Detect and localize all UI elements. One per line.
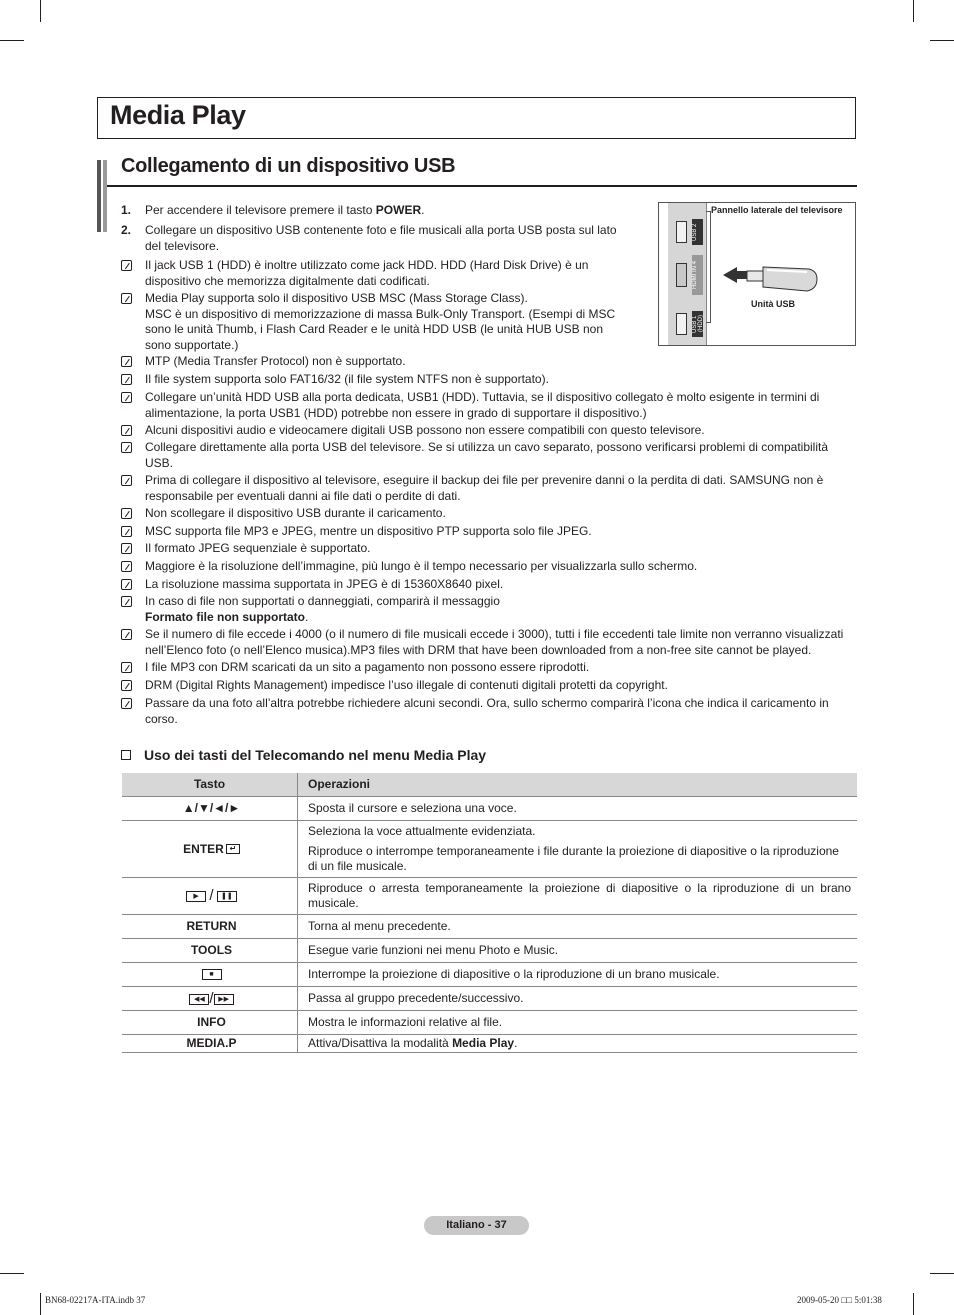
note-item: Non scollegare il dispositivo USB durante il caricamento.	[121, 506, 214, 522]
usb-port-icon	[676, 313, 687, 335]
ops-cell: Sposta il cursore e seleziona una voce.	[298, 797, 858, 821]
note-item: Maggiore è la risoluzione dell’immagine, più lungo è il tempo necessario per visualizzarla sullo schermo.	[121, 559, 222, 575]
ops-cell: Seleziona la voce attualmente evidenziata. Riproduce o interrompe temporaneamente i file durante la proiezione di diapositive o la riproduzione di un file musicale.	[298, 821, 858, 878]
note-item: In caso di file non supportati o danneggiati, comparirà il messaggio Formato file non supportato.	[121, 594, 211, 625]
note-icon	[121, 662, 132, 673]
step-item	[121, 203, 425, 219]
table-row	[122, 878, 857, 915]
key-cell: ENTER ↵	[122, 821, 298, 878]
crop-mark	[40, 0, 41, 22]
key-cell: RETURN	[122, 915, 298, 939]
note-item: Il formato JPEG sequenziale è supportato.	[121, 541, 209, 557]
table-row	[122, 915, 857, 939]
column-header: Tasto	[122, 773, 298, 797]
note-item: Media Play supporta solo il dispositivo USB MSC (Mass Storage Class). MSC è un dispositivo di memorizzazione di massa Bulk-Only Transport. (Esempi di MSC sono le unità Thumb, i Flash Card Reader e le unità HDD USB (le unità HUB USB non sono supportate.)	[121, 291, 232, 353]
pause-icon: ❚❚	[217, 891, 237, 902]
note-icon	[121, 698, 132, 709]
play-icon: ▶	[186, 891, 206, 902]
table-row	[122, 1011, 857, 1035]
section-bar	[103, 160, 107, 232]
stop-icon: ■	[202, 969, 222, 980]
note-icon	[121, 596, 132, 607]
remote-keys-table	[122, 773, 857, 1053]
ops-cell: Riproduce o arresta temporaneamente la proiezione di diapositive o la riproduzione di un brano musicale.	[298, 878, 858, 915]
note-item: DRM (Digital Rights Management) impedisce l’uso illegale di contenuti digitali protetti da copyright.	[121, 678, 219, 694]
usb1-label: USB 1 (HDD)	[692, 311, 703, 337]
rewind-icon: ◀◀	[189, 994, 209, 1005]
note-icon	[121, 392, 132, 403]
device-label: Unità USB	[751, 299, 796, 309]
note-icon	[121, 508, 132, 519]
hdmi-label: HDMI IN 4	[692, 255, 703, 295]
ops-cell: Attiva/Disattiva la modalità Media Play.	[298, 1035, 858, 1053]
page-number-badge: Italiano - 37	[424, 1216, 529, 1235]
bracket	[706, 211, 711, 323]
key-cell: ▶ / ❚❚	[122, 878, 298, 915]
enter-icon: ↵	[226, 844, 240, 854]
crop-mark	[913, 1293, 914, 1315]
step-text: Collegare un dispositivo USB contenente foto e file musicali alla porta USB posta sul lato del televisore.	[145, 223, 617, 253]
ops-cell: Interrompe la proiezione di diapositive o la riproduzione di un brano musicale.	[298, 963, 858, 987]
section-bar	[97, 160, 101, 232]
note-item: Se il numero di file eccede i 4000 (o il numero di file musicali eccede i 3000), tutti i file eccedenti tale limite non verranno visualizzati nell’Elenco foto (o nell’Elenco musica).MP3 files with DRM that have been downloaded from a non-free site cannot be played.	[121, 627, 215, 658]
note-item: Il jack USB 1 (HDD) è inoltre utilizzato come jack HDD. HDD (Hard Disk Drive) è un dispositivo che memorizza digitalmente dati codificati.	[121, 258, 210, 289]
crop-mark	[0, 1273, 24, 1274]
step-number: 2.	[121, 223, 132, 237]
note-icon	[121, 425, 132, 436]
table-row	[122, 797, 857, 821]
crop-mark	[0, 40, 24, 41]
note-icon	[121, 356, 132, 367]
crop-mark	[930, 40, 954, 41]
note-item: La risoluzione massima supportata in JPEG è di 15360X8640 pixel.	[121, 577, 213, 593]
note-icon	[121, 475, 132, 486]
note-icon	[121, 579, 132, 590]
note-icon	[121, 680, 132, 691]
usb-port-icon	[676, 221, 687, 243]
key-cell: TOOLS	[122, 939, 298, 963]
note-icon	[121, 260, 132, 271]
print-timestamp: 2009-05-20 □□ 5:01:38	[797, 1295, 882, 1305]
note-item: Passare da una foto all’altra potrebbe richiedere alcuni secondi. Ora, sullo schermo comparirà l’icona che indica il caricamento in corso.	[121, 696, 210, 727]
note-item: Collegare direttamente alla porta USB del televisore. Se si utilizza un cavo separato, possono verificarsi problemi di compatibilità USB.	[121, 440, 212, 471]
key-cell	[122, 963, 298, 987]
note-item: MSC supporta file MP3 e JPEG, mentre un dispositivo PTP supporta solo file JPEG.	[121, 524, 201, 540]
note-item: MTP (Media Transfer Protocol) non è supportato.	[121, 354, 205, 370]
note-item: I file MP3 con DRM scaricati da un sito a pagamento non possono essere riprodotti.	[121, 660, 205, 676]
checkbox-bullet-icon	[121, 750, 131, 760]
note-item: Prima di collegare il dispositivo al televisore, eseguire il backup dei file per prevenire danni o la perdita di dati. SAMSUNG non è responsabile per eventuali danni ai file dati o perdite di dati.	[121, 473, 213, 504]
note-icon	[121, 629, 132, 640]
table-row	[122, 821, 857, 878]
note-item: Collegare un’unità HDD USB alla porta dedicata, USB1 (HDD). Tuttavia, se il dispositivo collegato è molto esigente in termini di alimentazione, la porta USB1 (HDD) potrebbe non essere in grado di supportare il dispositivo.)	[121, 390, 222, 421]
hdmi-port-icon	[676, 263, 687, 287]
step-item	[121, 223, 617, 254]
table-row	[122, 1035, 857, 1053]
ops-cell: Esegue varie funzioni nei menu Photo e Music.	[298, 939, 858, 963]
key-cell: MEDIA.P	[122, 1035, 298, 1053]
crop-mark	[930, 1273, 954, 1274]
ops-cell: Torna al menu precedente.	[298, 915, 858, 939]
ops-cell: Mostra le informazioni relative al file.	[298, 1011, 858, 1035]
key-cell: ◀◀ / ▶▶	[122, 987, 298, 1011]
step-text: Per accendere il televisore premere il tasto POWER.	[145, 203, 425, 217]
column-header: Operazioni	[298, 773, 858, 797]
fast-forward-icon: ▶▶	[214, 994, 234, 1005]
section-title: Collegamento di un dispositivo USB	[121, 155, 456, 177]
usb2-label: USB 2	[692, 219, 703, 245]
table-header-row	[122, 773, 857, 797]
page-title: Media Play	[110, 100, 246, 130]
usb-connection-figure	[658, 202, 856, 346]
key-cell: ▲/▼/◄/►	[122, 797, 298, 821]
note-icon	[121, 442, 132, 453]
note-icon	[121, 561, 132, 572]
crop-mark	[40, 1293, 41, 1315]
note-icon	[121, 374, 132, 385]
step-number: 1.	[121, 203, 132, 217]
print-file-info: BN68-02217A-ITA.indb 37	[45, 1295, 146, 1305]
note-icon	[121, 526, 132, 537]
note-icon	[121, 293, 132, 304]
key-cell: INFO	[122, 1011, 298, 1035]
usb-stick-icon	[721, 259, 821, 299]
subsection-title: Uso dei tasti del Telecomando nel menu Media Play	[121, 747, 486, 763]
table-row	[122, 987, 857, 1011]
ops-cell: Passa al gruppo precedente/successivo.	[298, 987, 858, 1011]
section-rule	[107, 185, 857, 187]
note-item: Alcuni dispositivi audio e videocamere digitali USB possono non essere compatibili con questo televisore.	[121, 423, 214, 439]
panel-label: Pannello laterale del televisore	[711, 205, 843, 215]
page-title-box	[97, 97, 856, 139]
note-item: Il file system supporta solo FAT16/32 (il file system NTFS non è supportato).	[121, 372, 209, 388]
table-row	[122, 963, 857, 987]
table-row	[122, 939, 857, 963]
note-icon	[121, 543, 132, 554]
tv-side-panel	[668, 203, 707, 345]
crop-mark	[913, 0, 914, 22]
